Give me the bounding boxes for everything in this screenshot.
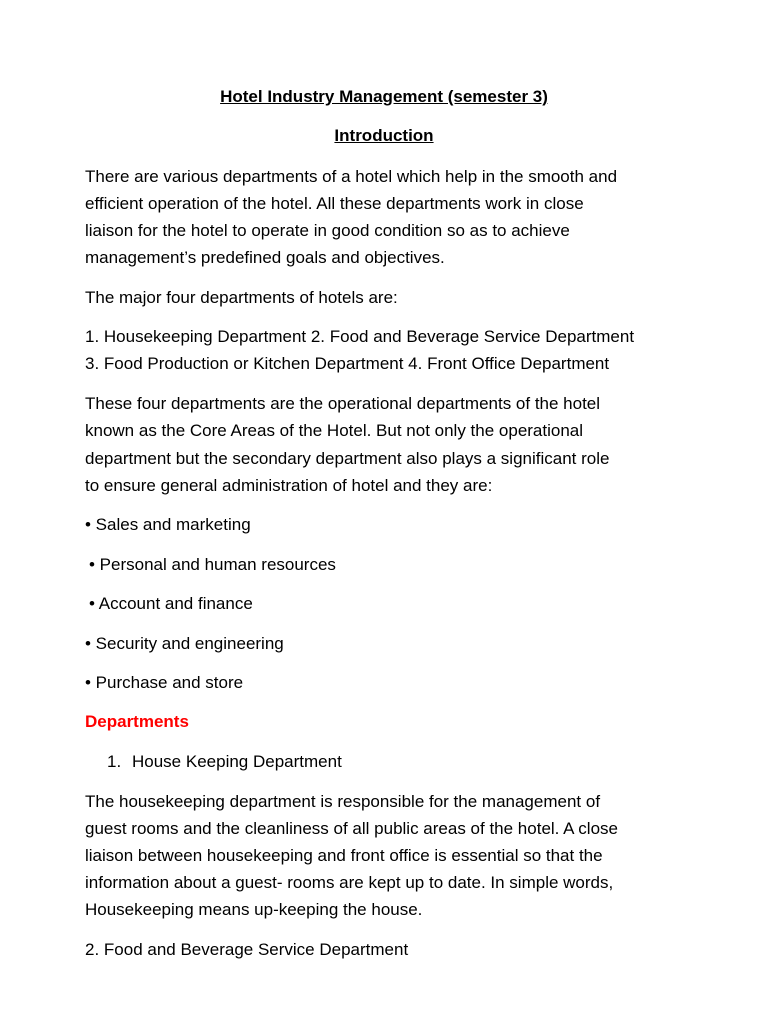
numbered-item-label: House Keeping Department xyxy=(132,752,342,771)
paragraph-line: information about a guest- rooms are kept up to date. In simple words, xyxy=(85,873,614,892)
paragraph-line: Housekeeping means up-keeping the house. xyxy=(85,900,423,919)
paragraph-line: There are various departments of a hotel which help in the smooth and xyxy=(85,167,618,186)
paragraph-line: guest rooms and the cleanliness of all public areas of the hotel. A close xyxy=(85,819,618,838)
paragraph-line: These four departments are the operational departments of the hotel xyxy=(85,394,601,413)
numbered-item-housekeeping xyxy=(107,752,342,772)
paragraph-line: department but the secondary department also plays a significant role xyxy=(85,449,610,468)
bullet-item: • Security and engineering xyxy=(85,634,284,653)
departments-heading: Departments xyxy=(85,712,189,731)
document-title: Hotel Industry Management (semester 3) xyxy=(220,87,548,106)
paragraph-line: 1. Housekeeping Department 2. Food and Beverage Service Department xyxy=(85,327,635,346)
bullet-item: • Sales and marketing xyxy=(85,515,251,534)
paragraph-line: management’s predefined goals and objectives. xyxy=(85,248,445,267)
paragraph-line: liaison between housekeeping and front office is essential so that the xyxy=(85,846,603,865)
bullet-item: • Account and finance xyxy=(89,594,253,613)
bullet-item: • Purchase and store xyxy=(85,673,244,692)
paragraph-line: to ensure general administration of hotel and they are: xyxy=(85,476,493,495)
paragraph-line: The major four departments of hotels are: xyxy=(85,288,398,307)
section-heading-introduction: Introduction xyxy=(334,126,434,145)
paragraph-line: The housekeeping department is responsible for the management of xyxy=(85,792,601,811)
paragraph-line: liaison for the hotel to operate in good condition so as to achieve xyxy=(85,221,570,240)
numbered-item-number: 1. xyxy=(107,752,122,771)
paragraph-line: known as the Core Areas of the Hotel. But not only the operational xyxy=(85,421,584,440)
paragraph-line: efficient operation of the hotel. All these departments work in close xyxy=(85,194,584,213)
subheading-food-beverage: 2. Food and Beverage Service Department xyxy=(85,940,409,959)
paragraph-line: 3. Food Production or Kitchen Department 4. Front Office Department xyxy=(85,354,610,373)
bullet-item: • Personal and human resources xyxy=(89,555,336,574)
